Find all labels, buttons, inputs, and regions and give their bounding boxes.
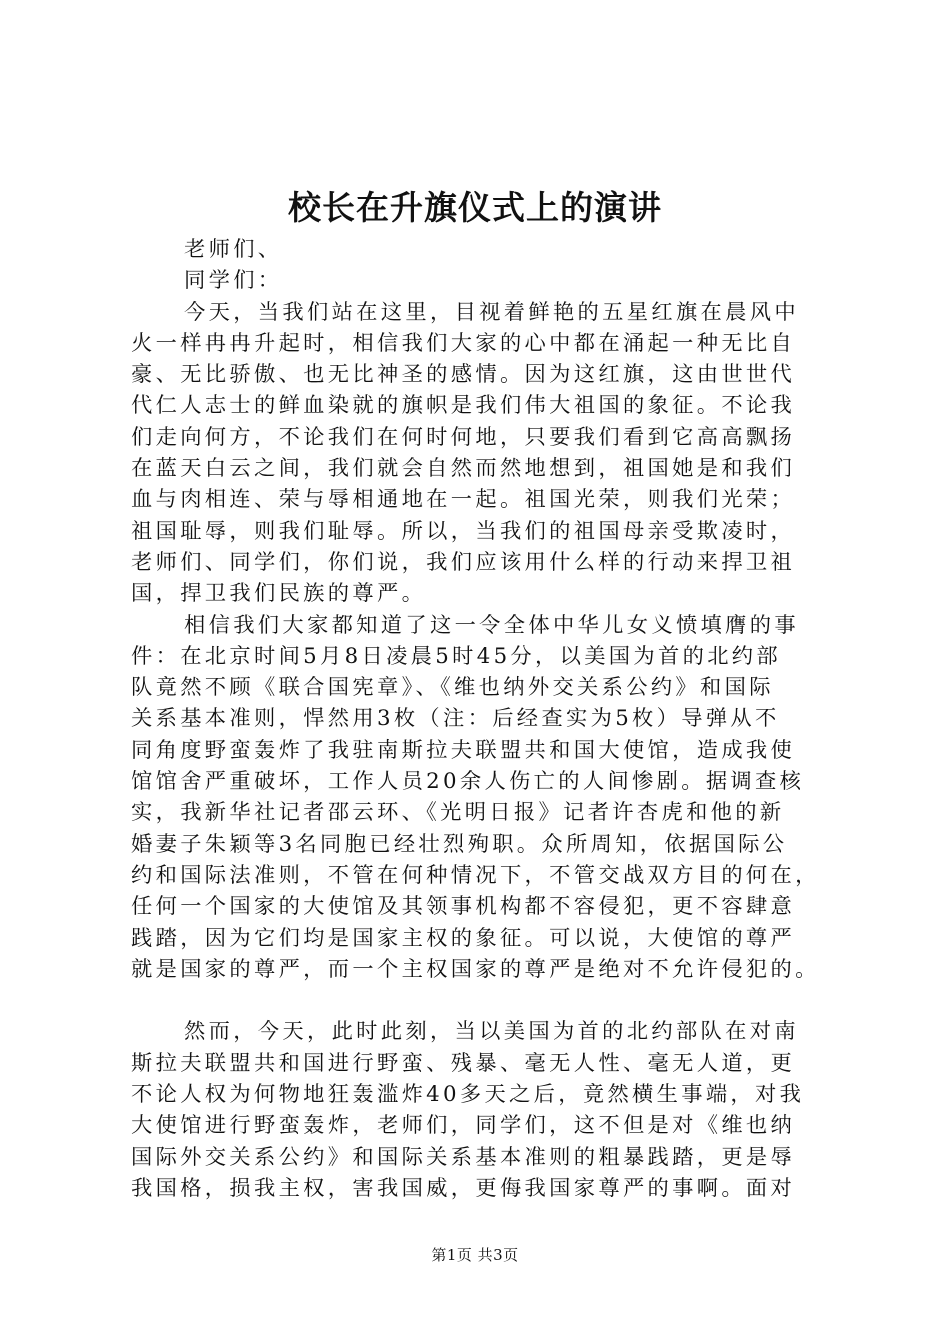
body-line: 火一样冉冉升起时，相信我们大家的心中都在涌起一种无比自 <box>131 330 796 356</box>
body-line: 同角度野蛮轰炸了我驻南斯拉夫联盟共和国大使馆，造成我使 <box>131 737 796 763</box>
body-line: 国，捍卫我们民族的尊严。 <box>131 581 427 607</box>
body-line: 国际外交关系公约》和国际关系基本准则的粗暴践踏，更是辱 <box>131 1144 796 1170</box>
body-line: 约和国际法准则，不管在何种情况下，不管交战双方目的何在， <box>131 862 820 888</box>
blank-line <box>131 985 836 1016</box>
body-line: 队竟然不顾《联合国宪章》、《维也纳外交关系公约》和国际 <box>131 675 774 701</box>
body-line: 就是国家的尊严，而一个主权国家的尊严是绝对不允许侵犯的。 <box>131 956 820 982</box>
body-line: 在蓝天白云之间，我们就会自然而然地想到，祖国她是和我们 <box>131 456 796 482</box>
body-line: 们走向何方，不论我们在何时何地，只要我们看到它高高飘扬 <box>131 424 796 450</box>
body-line: 老师们、同学们，你们说，我们应该用什么样的行动来捍卫祖 <box>131 549 796 575</box>
body-line: 践踏，因为它们均是国家主权的象征。可以说，大使馆的尊严 <box>131 925 796 951</box>
body-line: 不论人权为何物地狂轰滥炸40多天之后，竟然横生事端，对我 <box>131 1082 805 1108</box>
body-line: 任何一个国家的大使馆及其领事机构都不容侵犯，更不容肆意 <box>131 894 796 920</box>
body-line: 婚妻子朱颖等3名同胞已经壮烈殉职。众所周知，依据国际公 <box>131 831 788 857</box>
document-body <box>131 234 836 1204</box>
body-line: 斯拉夫联盟共和国进行野蛮、残暴、毫无人性、毫无人道，更 <box>131 1050 796 1076</box>
body-line: 我国格，损我主权，害我国威，更侮我国家尊严的事啊。面对 <box>131 1175 796 1201</box>
body-line: 祖国耻辱，则我们耻辱。所以，当我们的祖国母亲受欺凌时， <box>131 518 796 544</box>
body-line: 同学们： <box>184 268 283 294</box>
body-line: 今天，当我们站在这里，目视着鲜艳的五星红旗在晨风中 <box>184 299 799 325</box>
body-line: 代仁人志士的鲜血染就的旗帜是我们伟大祖国的象征。不论我 <box>131 393 796 419</box>
body-line: 豪、无比骄傲、也无比神圣的感情。因为这红旗，这由世世代 <box>131 362 796 388</box>
page-footer: 第1页 共3页 <box>431 1246 519 1264</box>
body-line: 相信我们大家都知道了这一令全体中华儿女义愤填膺的事 <box>184 612 799 638</box>
body-line: 然而，今天，此时此刻，当以美国为首的北约部队在对南 <box>184 1019 799 1045</box>
body-line: 实，我新华社记者邵云环、《光明日报》记者许杏虎和他的新 <box>131 800 785 826</box>
body-line: 血与肉相连、荣与辱相通地在一起。祖国光荣，则我们光荣； <box>131 487 796 513</box>
body-line: 关系基本准则，悍然用3枚（注：后经查实为5枚）导弹从不 <box>131 706 780 732</box>
body-line: 老师们、 <box>184 237 283 262</box>
body-line: 大使馆进行野蛮轰炸，老师们，同学们，这不但是对《维也纳 <box>131 1113 796 1139</box>
body-line: 馆馆舍严重破坏，工作人员20余人伤亡的人间惨剧。据调查核 <box>131 769 805 795</box>
body-line: 件：在北京时间5月8日凌晨5时45分，以美国为首的北约部 <box>131 643 781 669</box>
document-title: 校长在升旗仪式上的演讲 <box>288 188 662 227</box>
